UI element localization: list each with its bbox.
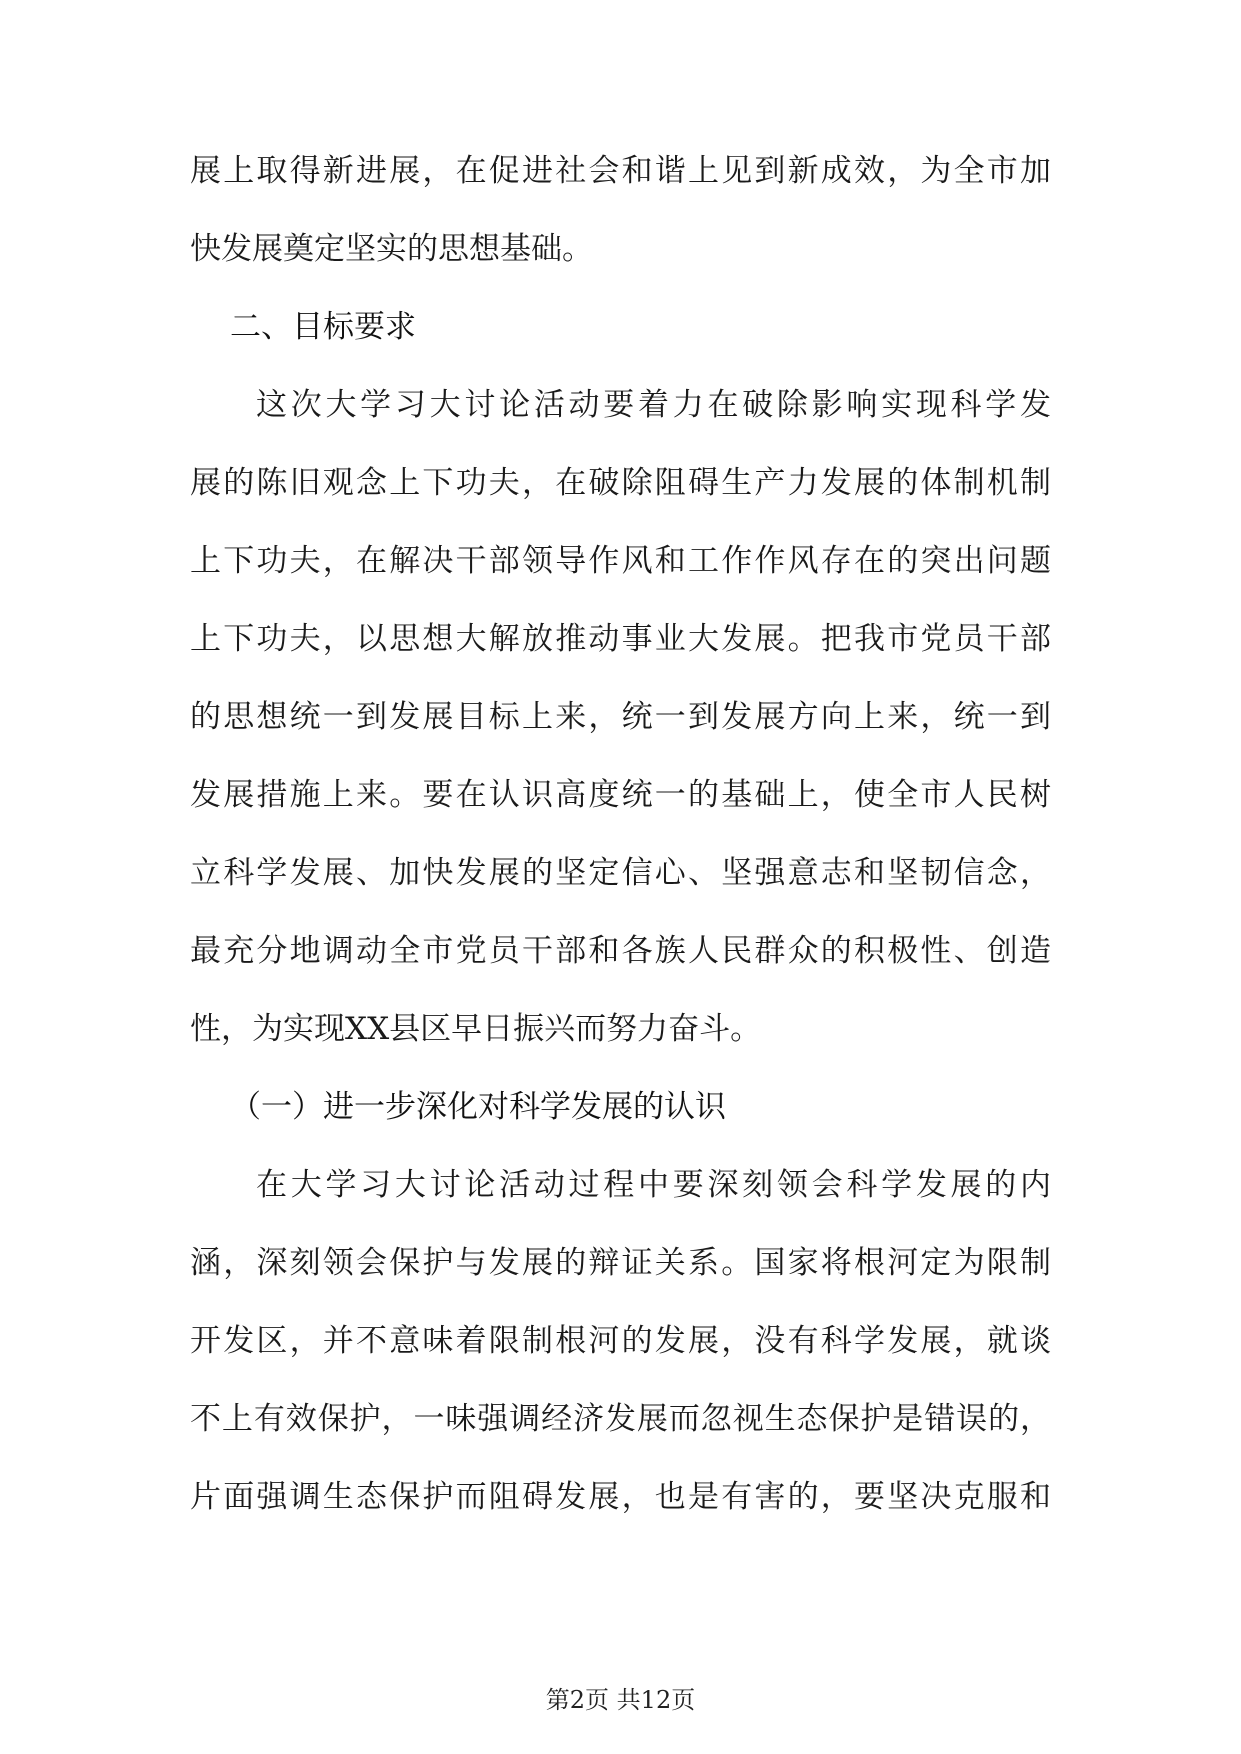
text-line: 的思想统一到发展目标上来，统一到发展方向上来，统一到 [190, 699, 1051, 735]
text-line: 立科学发展、加快发展的坚定信心、坚强意志和坚韧信念， [190, 855, 1051, 891]
text-line: 这次大学习大讨论活动要着力在破除影响实现科学发 [256, 387, 1051, 423]
text-line: 不上有效保护，一味强调经济发展而忽视生态保护是错误的， [190, 1401, 1051, 1437]
text-line: 在大学习大讨论活动过程中要深刻领会科学发展的内 [256, 1167, 1051, 1203]
text-line: 开发区，并不意味着限制根河的发展，没有科学发展，就谈 [190, 1323, 1051, 1359]
subsection-heading: （一）进一步深化对科学发展的认识 [230, 1089, 726, 1125]
text-line: 展的陈旧观念上下功夫，在破除阻碍生产力发展的体制机制 [190, 465, 1051, 501]
section-heading: 二、目标要求 [230, 309, 416, 345]
text-line: 涵，深刻领会保护与发展的辩证关系。国家将根河定为限制 [190, 1245, 1051, 1281]
text-line: 快发展奠定坚实的思想基础。 [190, 231, 593, 267]
text-line: 最充分地调动全市党员干部和各族人民群众的积极性、创造 [190, 933, 1051, 969]
page-footer: 第2页 共12页 [545, 1686, 696, 1714]
text-line: 上下功夫，在解决干部领导作风和工作作风存在的突出问题 [190, 543, 1051, 579]
text-line: 展上取得新进展，在促进社会和谐上见到新成效，为全市加 [190, 153, 1051, 189]
text-line: 发展措施上来。要在认识高度统一的基础上，使全市人民树 [190, 777, 1051, 813]
text-line: 性，为实现XX县区早日振兴而努力奋斗。 [190, 1011, 762, 1047]
text-line: 上下功夫，以思想大解放推动事业大发展。把我市党员干部 [190, 621, 1051, 657]
text-line: 片面强调生态保护而阻碍发展，也是有害的，要坚决克服和 [190, 1479, 1051, 1515]
